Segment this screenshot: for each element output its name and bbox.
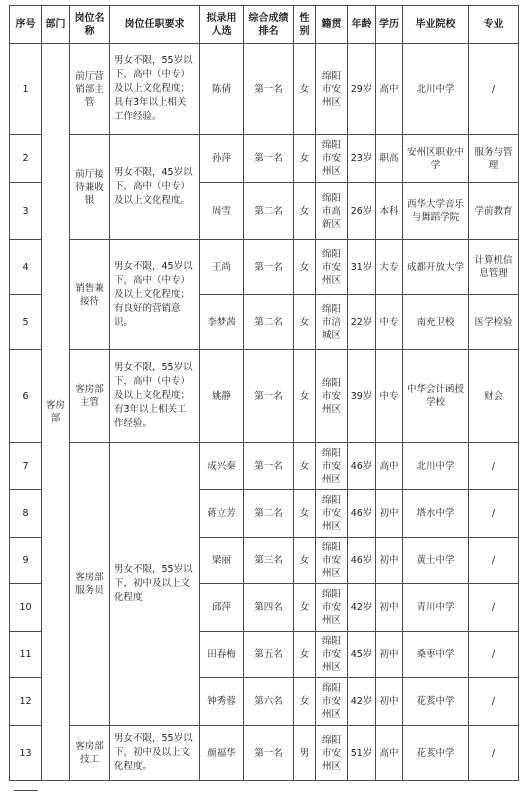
cell-age: 46岁	[348, 538, 376, 584]
header-rank: 综合成绩排名	[244, 6, 294, 44]
cell-requirements: 男女不限，55岁以下，初中及以上文化程度。	[110, 726, 200, 781]
cell-education: 初中	[376, 490, 403, 538]
cell-gender: 女	[294, 135, 316, 183]
cell-school: 青川中学	[403, 584, 469, 632]
cell-age: 42岁	[348, 678, 376, 726]
table-row	[10, 135, 519, 183]
cell-education: 中专	[376, 295, 403, 350]
recruitment-table	[9, 5, 519, 781]
cell-school: 黄土中学	[403, 538, 469, 584]
cell-department: 客房部	[42, 44, 70, 781]
cell-origin: 绵阳市安州区	[316, 538, 348, 584]
cell-no: 5	[10, 295, 42, 350]
cell-age: 51岁	[348, 726, 376, 781]
cell-gender: 女	[294, 44, 316, 135]
cell-origin: 绵阳市安州区	[316, 726, 348, 781]
cell-candidate: 田春梅	[200, 632, 244, 678]
cell-origin: 绵阳市涪城区	[316, 295, 348, 350]
cell-no: 3	[10, 183, 42, 240]
cell-age: 31岁	[348, 240, 376, 295]
header-gender: 性别	[294, 6, 316, 44]
cell-requirements: 男女不限，45岁以下，高中（中专）及以上文化程度；有良好的营销意识。	[110, 240, 200, 350]
cell-candidate: 颜福华	[200, 726, 244, 781]
cell-gender: 女	[294, 183, 316, 240]
cell-major: 医学检验	[469, 295, 519, 350]
cell-age: 26岁	[348, 183, 376, 240]
cell-no: 2	[10, 135, 42, 183]
cell-requirements: 男女不限，55岁以下，初中及以上文化程度	[110, 443, 200, 726]
cell-candidate: 陈倩	[200, 44, 244, 135]
cell-no: 1	[10, 44, 42, 135]
cell-school: 安州区职业中学	[403, 135, 469, 183]
cell-major: /	[469, 584, 519, 632]
cell-education: 初中	[376, 678, 403, 726]
cell-requirements: 男女不限，55岁以下，高中（中专）及以上文化程度；有3年以上相关工作经验。	[110, 350, 200, 443]
footnote-divider	[14, 790, 38, 791]
cell-age: 46岁	[348, 490, 376, 538]
cell-position: 前厅接待兼收银	[70, 135, 110, 240]
cell-school: 花荄中学	[403, 678, 469, 726]
cell-education: 高中	[376, 726, 403, 781]
cell-major: 学前教育	[469, 183, 519, 240]
cell-rank: 第五名	[244, 632, 294, 678]
cell-candidate: 周雪	[200, 183, 244, 240]
cell-age: 46岁	[348, 443, 376, 490]
cell-origin: 绵阳市安州区	[316, 678, 348, 726]
header-row	[10, 6, 519, 44]
cell-origin: 绵阳市安州区	[316, 584, 348, 632]
cell-gender: 女	[294, 678, 316, 726]
cell-no: 11	[10, 632, 42, 678]
cell-position: 前厅营销部主管	[70, 44, 110, 135]
cell-major: /	[469, 443, 519, 490]
cell-origin: 绵阳市安州区	[316, 240, 348, 295]
cell-candidate: 成兴秦	[200, 443, 244, 490]
cell-age: 23岁	[348, 135, 376, 183]
cell-major: 财会	[469, 350, 519, 443]
cell-position: 客房部主管	[70, 350, 110, 443]
cell-age: 42岁	[348, 584, 376, 632]
cell-candidate: 孙萍	[200, 135, 244, 183]
cell-education: 高中	[376, 443, 403, 490]
cell-gender: 女	[294, 632, 316, 678]
cell-no: 4	[10, 240, 42, 295]
cell-major: 服务与管理	[469, 135, 519, 183]
cell-rank: 第二名	[244, 490, 294, 538]
header-origin: 籍贯	[316, 6, 348, 44]
header-age: 年龄	[348, 6, 376, 44]
header-requirements: 岗位任职要求	[110, 6, 200, 44]
cell-rank: 第三名	[244, 538, 294, 584]
cell-major: /	[469, 726, 519, 781]
cell-candidate: 姚静	[200, 350, 244, 443]
cell-position: 客房部服务员	[70, 443, 110, 726]
cell-major: 计算机信息管理	[469, 240, 519, 295]
cell-school: 成都开放大学	[403, 240, 469, 295]
cell-major: /	[469, 538, 519, 584]
cell-rank: 第二名	[244, 183, 294, 240]
cell-no: 6	[10, 350, 42, 443]
cell-rank: 第一名	[244, 240, 294, 295]
cell-rank: 第一名	[244, 350, 294, 443]
cell-school: 中华会计函授学校	[403, 350, 469, 443]
cell-age: 29岁	[348, 44, 376, 135]
cell-major: /	[469, 490, 519, 538]
table-row	[10, 350, 519, 443]
cell-requirements: 男女不限，55岁以下，高中（中专）及以上文化程度；具有3年以上相关工作经验。	[110, 44, 200, 135]
cell-rank: 第六名	[244, 678, 294, 726]
cell-major: /	[469, 678, 519, 726]
table-row	[10, 443, 519, 490]
cell-age: 22岁	[348, 295, 376, 350]
cell-candidate: 邱萍	[200, 584, 244, 632]
cell-school: 南充卫校	[403, 295, 469, 350]
cell-gender: 女	[294, 443, 316, 490]
cell-candidate: 蒋立芳	[200, 490, 244, 538]
header-no: 序号	[10, 6, 42, 44]
cell-education: 本科	[376, 183, 403, 240]
cell-age: 45岁	[348, 632, 376, 678]
cell-no: 9	[10, 538, 42, 584]
cell-no: 7	[10, 443, 42, 490]
cell-rank: 第四名	[244, 584, 294, 632]
cell-origin: 绵阳市安州区	[316, 44, 348, 135]
cell-position: 销售兼接待	[70, 240, 110, 350]
cell-school: 塔水中学	[403, 490, 469, 538]
cell-rank: 第一名	[244, 44, 294, 135]
cell-no: 13	[10, 726, 42, 781]
header-department: 部门	[42, 6, 70, 44]
header-education: 学历	[376, 6, 403, 44]
cell-school: 西华大学音乐与舞蹈学院	[403, 183, 469, 240]
cell-rank: 第一名	[244, 135, 294, 183]
cell-school: 桑枣中学	[403, 632, 469, 678]
cell-candidate: 钟秀蓉	[200, 678, 244, 726]
cell-education: 大专	[376, 240, 403, 295]
cell-age: 39岁	[348, 350, 376, 443]
cell-origin: 绵阳市安州区	[316, 350, 348, 443]
cell-education: 职高	[376, 135, 403, 183]
cell-gender: 女	[294, 295, 316, 350]
cell-gender: 女	[294, 490, 316, 538]
cell-origin: 绵阳市安州区	[316, 632, 348, 678]
cell-candidate: 李梦茜	[200, 295, 244, 350]
cell-education: 初中	[376, 538, 403, 584]
cell-no: 8	[10, 490, 42, 538]
cell-rank: 第二名	[244, 295, 294, 350]
cell-major: /	[469, 632, 519, 678]
cell-position: 客房部技工	[70, 726, 110, 781]
cell-gender: 女	[294, 350, 316, 443]
table-row	[10, 44, 519, 135]
cell-gender: 女	[294, 538, 316, 584]
header-candidate: 拟录用人选	[200, 6, 244, 44]
cell-school: 北川中学	[403, 443, 469, 490]
cell-education: 高中	[376, 44, 403, 135]
cell-requirements: 男女不限，45岁以下，高中（中专）及以上文化程度。	[110, 135, 200, 240]
cell-education: 初中	[376, 632, 403, 678]
cell-origin: 绵阳市安州区	[316, 443, 348, 490]
cell-education: 初中	[376, 584, 403, 632]
table-row	[10, 240, 519, 295]
cell-candidate: 梁丽	[200, 538, 244, 584]
cell-education: 中专	[376, 350, 403, 443]
cell-gender: 男	[294, 726, 316, 781]
cell-major: /	[469, 44, 519, 135]
table-row	[10, 726, 519, 781]
cell-no: 10	[10, 584, 42, 632]
cell-origin: 绵阳市安州区	[316, 135, 348, 183]
cell-rank: 第一名	[244, 726, 294, 781]
cell-school: 北川中学	[403, 44, 469, 135]
cell-candidate: 王尚	[200, 240, 244, 295]
header-major: 专业	[469, 6, 519, 44]
cell-school: 花荄中学	[403, 726, 469, 781]
cell-origin: 绵阳市高新区	[316, 183, 348, 240]
cell-no: 12	[10, 678, 42, 726]
header-school: 毕业院校	[403, 6, 469, 44]
cell-gender: 女	[294, 584, 316, 632]
cell-origin: 绵阳市安州区	[316, 490, 348, 538]
cell-gender: 女	[294, 240, 316, 295]
cell-rank: 第一名	[244, 443, 294, 490]
header-position: 岗位名称	[70, 6, 110, 44]
